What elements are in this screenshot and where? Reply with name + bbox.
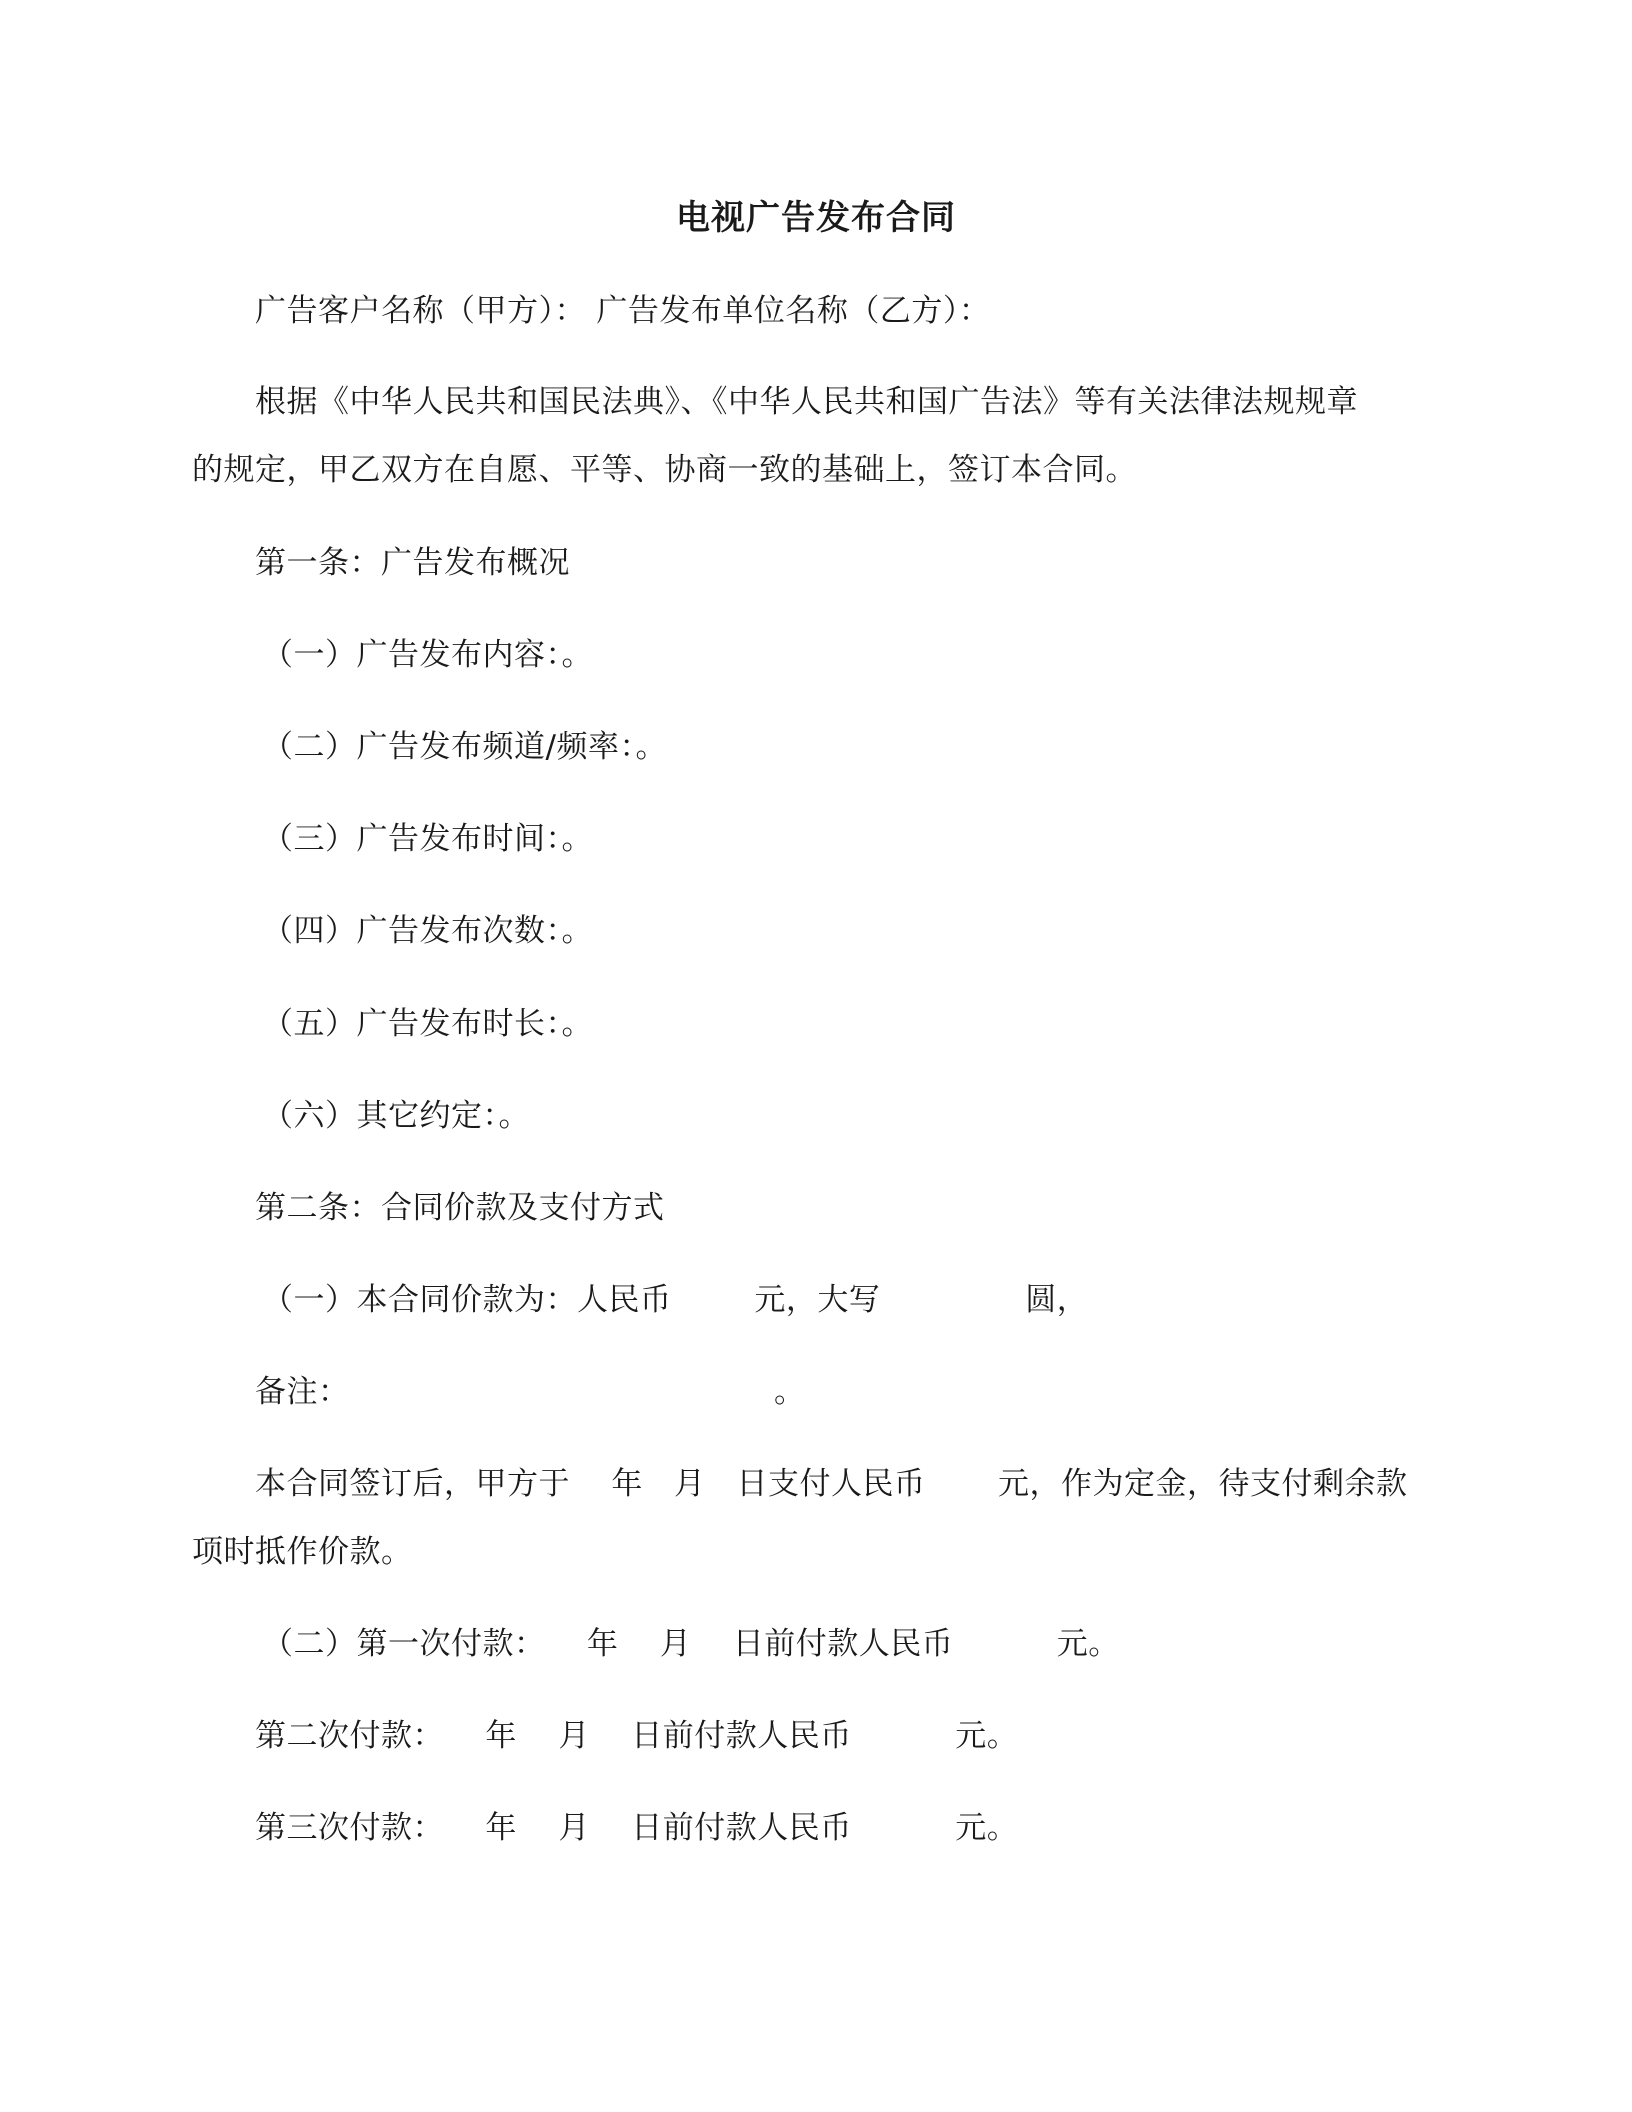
article1-item-4: （四）广告发布次数：。: [262, 913, 593, 949]
article1-item-3: （三）广告发布时间：。: [262, 821, 593, 857]
payment-1-line: （二）第一次付款： 年 月 日前付款人民币 元。: [262, 1626, 1120, 1662]
article1-heading: 第一条：广告发布概况: [255, 545, 570, 581]
payment-3-line: 第三次付款： 年 月 日前付款人民币 元。: [255, 1810, 1019, 1846]
payment-2-line: 第二次付款： 年 月 日前付款人民币 元。: [255, 1718, 1019, 1754]
article1-item-1: （一）广告发布内容：。: [262, 637, 593, 673]
article1-item-5: （五）广告发布时长：。: [262, 1006, 593, 1042]
remark-line: 备注： 。: [255, 1374, 806, 1410]
intro-line-2: 的规定，甲乙双方在自愿、平等、协商一致的基础上，签订本合同。: [192, 452, 1137, 488]
parties-line: 广告客户名称（甲方）： 广告发布单位名称（乙方）：: [255, 293, 991, 329]
price-line: （一）本合同价款为：人民币 元，大写 圆，: [262, 1282, 1089, 1318]
deposit-line-1: 本合同签订后，甲方于 年 月 日支付人民币 元，作为定金，待支付剩余款: [255, 1466, 1408, 1502]
article2-heading: 第二条：合同价款及支付方式: [255, 1190, 665, 1226]
article1-item-2: （二）广告发布频道/频率：。: [262, 729, 667, 765]
article1-item-6: （六）其它约定：。: [262, 1098, 530, 1134]
intro-line-1: 根据《中华人民共和国民法典》、《中华人民共和国广告法》等有关法律法规规章: [255, 384, 1358, 420]
document-title: 电视广告发布合同: [676, 198, 956, 238]
deposit-line-2: 项时抵作价款。: [192, 1534, 413, 1570]
